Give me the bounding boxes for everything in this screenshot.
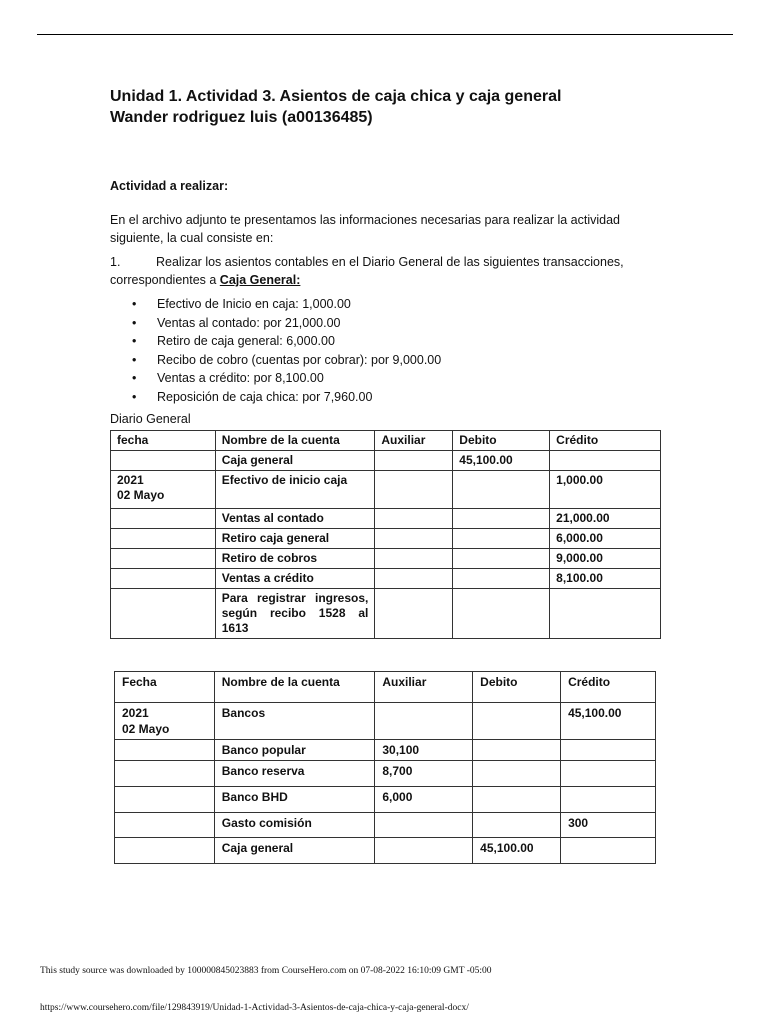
table-row: Banco reserva 8,700 — [115, 761, 656, 787]
header-cell: Nombre de la cuenta — [214, 672, 375, 703]
list-item: • Recibo de cobro (cuentas por cobrar): por 9,000.00 — [132, 351, 650, 370]
header-cell: Debito — [473, 672, 561, 703]
document-body — [110, 86, 650, 427]
header-cell: Debito — [453, 431, 550, 451]
bullet-icon: • — [132, 389, 137, 404]
item-number: 1. — [110, 255, 121, 269]
table-row: 2021 02 Mayo Efectivo de inicio caja 1,000.00 — [111, 471, 661, 509]
table-header-row — [111, 431, 661, 451]
bullet-icon: • — [132, 371, 137, 385]
bullet-icon: • — [132, 352, 137, 367]
journal-table-caja-general — [110, 430, 661, 639]
bullet-icon: • — [132, 297, 137, 311]
journal-label: Diario General — [110, 412, 191, 426]
header-cell: Nombre de la cuenta — [215, 431, 375, 451]
table-row: Ventas al contado 21,000.00 — [111, 509, 661, 529]
header-cell: Crédito — [561, 672, 656, 703]
list-item: • Reposición de caja chica: por 7,960.00 — [132, 388, 650, 407]
header-cell: Auxiliar — [375, 672, 473, 703]
transaction-list — [110, 295, 650, 406]
item-emphasis: Caja General: — [219, 273, 301, 287]
list-item: • Ventas a crédito: por 8,100.00 — [132, 369, 650, 388]
activity-heading: Actividad a realizar: — [110, 179, 229, 193]
numbered-item — [110, 253, 650, 289]
header-cell: fecha — [111, 431, 216, 451]
header-cell: Crédito — [550, 431, 661, 451]
table-row: Banco BHD 6,000 — [115, 787, 656, 813]
table-row: Banco popular 30,100 — [115, 740, 656, 761]
intro-paragraph: En el archivo adjunto te presentamos las informaciones necesarias para realizar la actividad siguiente, la cual consiste en: — [110, 213, 620, 245]
table-row: Para registrar ingresos, según recibo 1528 al 1613 — [111, 589, 661, 639]
source-url[interactable]: https://www.coursehero.com/file/129843919/Unidad-1-Actividad-3-Asientos-de-caja-chica-y-caja-general-docx/ — [40, 1003, 469, 1013]
header-cell: Fecha — [115, 672, 215, 703]
document-title — [110, 86, 650, 128]
bullet-icon: • — [132, 334, 137, 348]
journal-table-bancos — [114, 671, 656, 864]
table-row: Gasto comisión 300 — [115, 813, 656, 838]
list-item: • Efectivo de Inicio en caja: 1,000.00 — [132, 295, 650, 314]
table-header-row — [115, 672, 656, 703]
bullet-icon: • — [132, 315, 137, 330]
download-notice: This study source was downloaded by 100000845023883 from CourseHero.com on 07-08-2022 16:10:09 GMT -05:00 — [40, 966, 492, 976]
table-row: Caja general 45,100.00 — [115, 838, 656, 864]
table-row: 2021 02 Mayo Bancos 45,100.00 — [115, 703, 656, 740]
list-item: • Retiro de caja general: 6,000.00 — [132, 332, 650, 351]
table-row: Caja general 45,100.00 — [111, 451, 661, 471]
item-text: Realizar los asientos contables en el Diario General de las siguientes transacciones, correspondientes a — [110, 255, 624, 287]
header-cell: Auxiliar — [375, 431, 453, 451]
table-row: Retiro de cobros 9,000.00 — [111, 549, 661, 569]
title-line-2: Wander rodriguez luis (a00136485) — [110, 109, 373, 126]
table-row: Retiro caja general 6,000.00 — [111, 529, 661, 549]
list-item: • Ventas al contado: por 21,000.00 — [132, 314, 650, 333]
top-rule — [37, 34, 733, 35]
title-line-1: Unidad 1. Actividad 3. Asientos de caja chica y caja general — [110, 88, 562, 105]
table-row: Ventas a crédito 8,100.00 — [111, 569, 661, 589]
